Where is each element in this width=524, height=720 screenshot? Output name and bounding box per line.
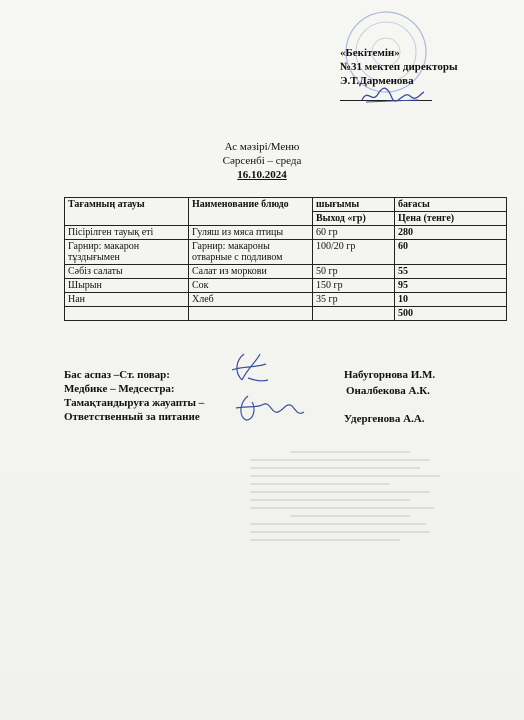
dish-price: 10 <box>395 293 507 307</box>
dish-kz: Нан <box>65 293 189 307</box>
dish-ru: Гарнир: макароны отварные с подливом <box>189 240 313 265</box>
dish-ru: Хлеб <box>189 293 313 307</box>
approval-block <box>340 46 510 88</box>
dish-weight: 100/20 гр <box>313 240 395 265</box>
menu-date: 16.10.2024 <box>237 169 287 181</box>
staff-name: Оналбекова А.К. <box>346 385 430 397</box>
director-signature <box>358 84 428 106</box>
menu-table <box>64 197 507 321</box>
dish-weight: 35 гр <box>313 293 395 307</box>
table-header-row <box>65 198 507 212</box>
bleed-through-text <box>250 445 450 665</box>
table-row <box>65 240 507 265</box>
dish-price: 95 <box>395 279 507 293</box>
approval-label: «Бекітемін» <box>340 47 400 59</box>
dish-ru: Гуляш из мяса птицы <box>189 226 313 240</box>
staff-row-chef <box>64 368 484 382</box>
table-row <box>65 265 507 279</box>
header-dish-kz: Тағамның атауы <box>65 198 189 226</box>
table-total-row <box>65 307 507 321</box>
table-row <box>65 279 507 293</box>
menu-title: Ас мәзірі/Меню <box>224 141 300 153</box>
dish-price: 55 <box>395 265 507 279</box>
header-price-kz: бағасы <box>395 198 507 212</box>
header-weight-ru: Выход «гр) <box>313 212 395 226</box>
dish-kz: Сәбіз салаты <box>65 265 189 279</box>
staff-role: Бас аспаз –Ст. повар: <box>64 369 170 381</box>
approval-director-name: Э.Т.Дарменова <box>340 75 414 87</box>
staff-name: Набугорнова И.М. <box>344 369 436 381</box>
responsible-signature <box>232 390 306 426</box>
chef-signature <box>226 350 272 386</box>
table-row <box>65 226 507 240</box>
header-price-ru: Цена (тенге) <box>395 212 507 226</box>
dish-ru: Сок <box>189 279 313 293</box>
dish-price: 60 <box>395 240 507 265</box>
staff-role: Медбике – Медсестра: <box>64 383 175 395</box>
dish-kz: Шырын <box>65 279 189 293</box>
approval-position: №31 мектеп директоры <box>340 61 458 73</box>
staff-role: Тамақтандыруға жауапты – Ответственный за питание <box>64 397 205 423</box>
dish-weight: 60 гр <box>313 226 395 240</box>
total-price: 500 <box>395 307 507 321</box>
menu-day: Сәрсенбі – среда <box>222 155 302 167</box>
header-dish-ru: Наименование блюдо <box>189 198 313 226</box>
dish-weight: 50 гр <box>313 265 395 279</box>
dish-weight: 150 гр <box>313 279 395 293</box>
staff-name: Удергенова А.А. <box>344 413 425 425</box>
dish-kz: Пісірілген тауық еті <box>65 226 189 240</box>
dish-ru: Салат из моркови <box>189 265 313 279</box>
table-row <box>65 293 507 307</box>
header-weight-kz: шығымы <box>313 198 395 212</box>
dish-kz: Гарнир: макарон тұздығымен <box>65 240 189 265</box>
dish-price: 280 <box>395 226 507 240</box>
